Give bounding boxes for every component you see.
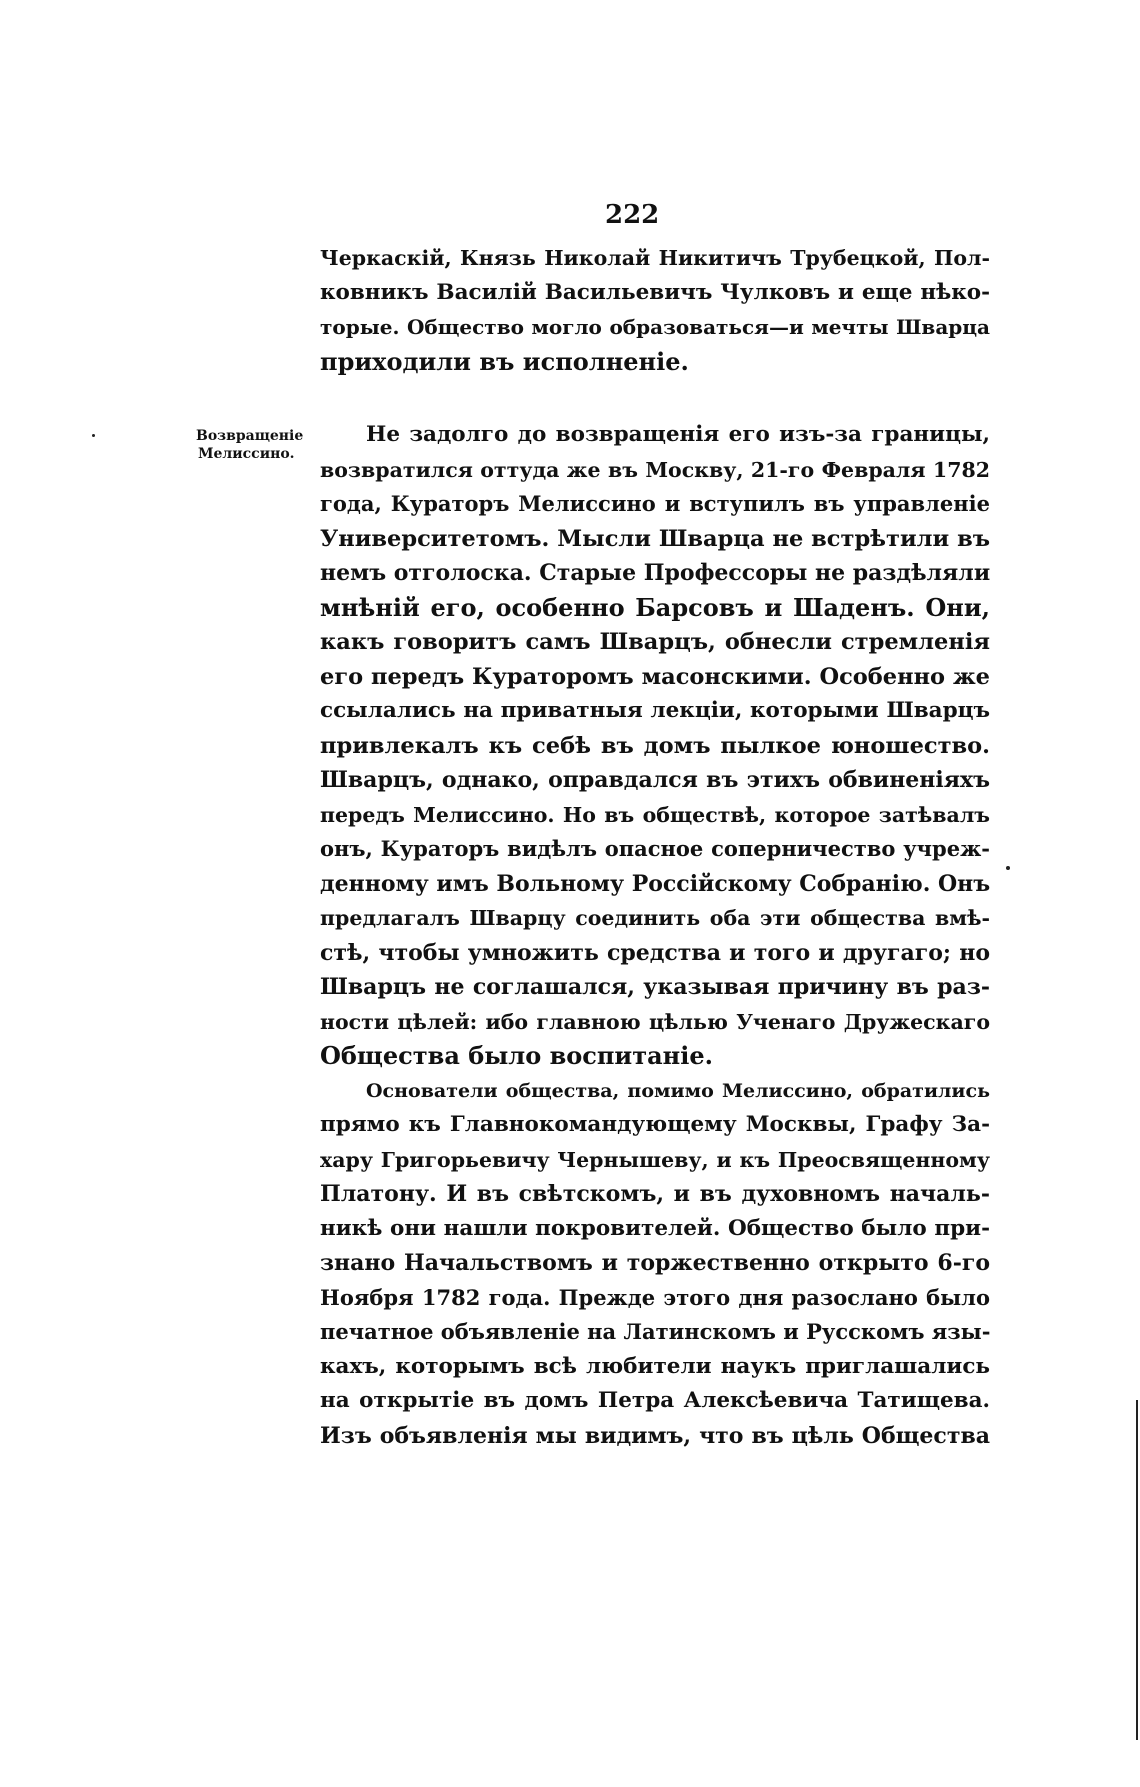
text-line: ности цѣлей: ибо главною цѣлью Ученаго Дружескаго	[320, 1009, 990, 1034]
text-line: Изъ объявленія мы видимъ, что въ цѣль Общества	[320, 1422, 990, 1449]
main-text	[320, 418, 990, 1453]
text-line: печатное объявленіе на Латинскомъ и Русскомъ язы-	[320, 1319, 990, 1344]
text-line: возвратился оттуда же въ Москву, 21-го Февраля 1782	[320, 457, 990, 482]
margin-note-line: Возвращеніе	[196, 428, 304, 444]
text-line: Шварцъ, однако, оправдался въ этихъ обвиненіяхъ	[320, 767, 990, 793]
text-line: Университетомъ. Мысли Шварца не встрѣтили въ	[320, 525, 990, 552]
text-line: Шварцъ не соглашался, указывая причину въ раз-	[320, 974, 990, 1000]
text-line: мнѣній его, особенно Барсовъ и Шаденъ. Они,	[320, 592, 990, 622]
text-line: Платону. И въ свѣтскомъ, и въ духовномъ началь-	[320, 1181, 990, 1207]
text-line: ковникъ Василій Васильевичъ Чулковъ и еще нѣко-	[320, 279, 990, 305]
text-line: ссылались на приватныя лекціи, которыми Шварцъ	[320, 698, 990, 723]
text-line: Ноября 1782 года. Прежде этого дня разослано было	[320, 1284, 990, 1310]
text-line: года, Кураторъ Мелиссино и вступилъ въ управленіе	[320, 491, 990, 516]
text-line: знано Начальствомъ и торжественно открыто 6-го	[320, 1250, 990, 1276]
margin-note	[196, 427, 324, 463]
text-line: на открытіе въ домъ Петра Алексѣевича Татищева.	[320, 1388, 990, 1413]
text-line: денному имъ Вольному Россійскому Собранію. Онъ	[320, 870, 990, 897]
text-line: приходили въ исполненіе.	[320, 346, 689, 376]
text-line: предлагалъ Шварцу соединить оба эти общества вмѣ-	[320, 906, 990, 930]
scan-speck	[1006, 866, 1010, 870]
page-number: 222	[605, 200, 660, 230]
scan-speck	[92, 434, 95, 437]
text-line: онъ, Кураторъ видѣлъ опасное соперничество учреж-	[320, 836, 990, 861]
text-line: Общества было воспитаніе.	[320, 1041, 713, 1070]
text-line: передъ Мелиссино. Но въ обществѣ, которое затѣвалъ	[320, 802, 990, 827]
text-line: Черкаскій, Князь Николай Никитичъ Трубецкой, Пол-	[320, 246, 990, 270]
text-line: его передъ Кураторомъ масонскими. Особенно же	[320, 663, 990, 690]
text-line: Не задолго до возвращенія его изъ-за границы,	[366, 422, 990, 447]
text-line: какъ говоритъ самъ Шварцъ, обнесли стремленія	[320, 629, 990, 655]
scan-edge-line	[1136, 1400, 1138, 1740]
text-line: никѣ они нашли покровителей. Общество было при-	[320, 1215, 990, 1241]
text-line: торые. Общество могло образоваться—и мечты Шварца	[320, 315, 990, 339]
margin-note-line: Мелиссино.	[198, 446, 295, 462]
text-line: кахъ, которымъ всѣ любители наукъ приглашались	[320, 1353, 990, 1379]
text-line: хару Григорьевичу Чернышеву, и къ Преосвященному	[320, 1147, 990, 1172]
text-line: привлекалъ къ себѣ въ домъ пылкое юношество.	[320, 732, 990, 759]
text-line: Основатели общества, помимо Мелиссино, обратились	[366, 1079, 990, 1102]
text-line: немъ отголоска. Старые Профессоры не раздѣляли	[320, 560, 990, 586]
text-line: стѣ, чтобы умножить средства и того и другаго; но	[320, 939, 990, 966]
top-paragraph	[320, 241, 990, 379]
text-line: прямо къ Главнокомандующему Москвы, Графу За-	[320, 1112, 990, 1137]
